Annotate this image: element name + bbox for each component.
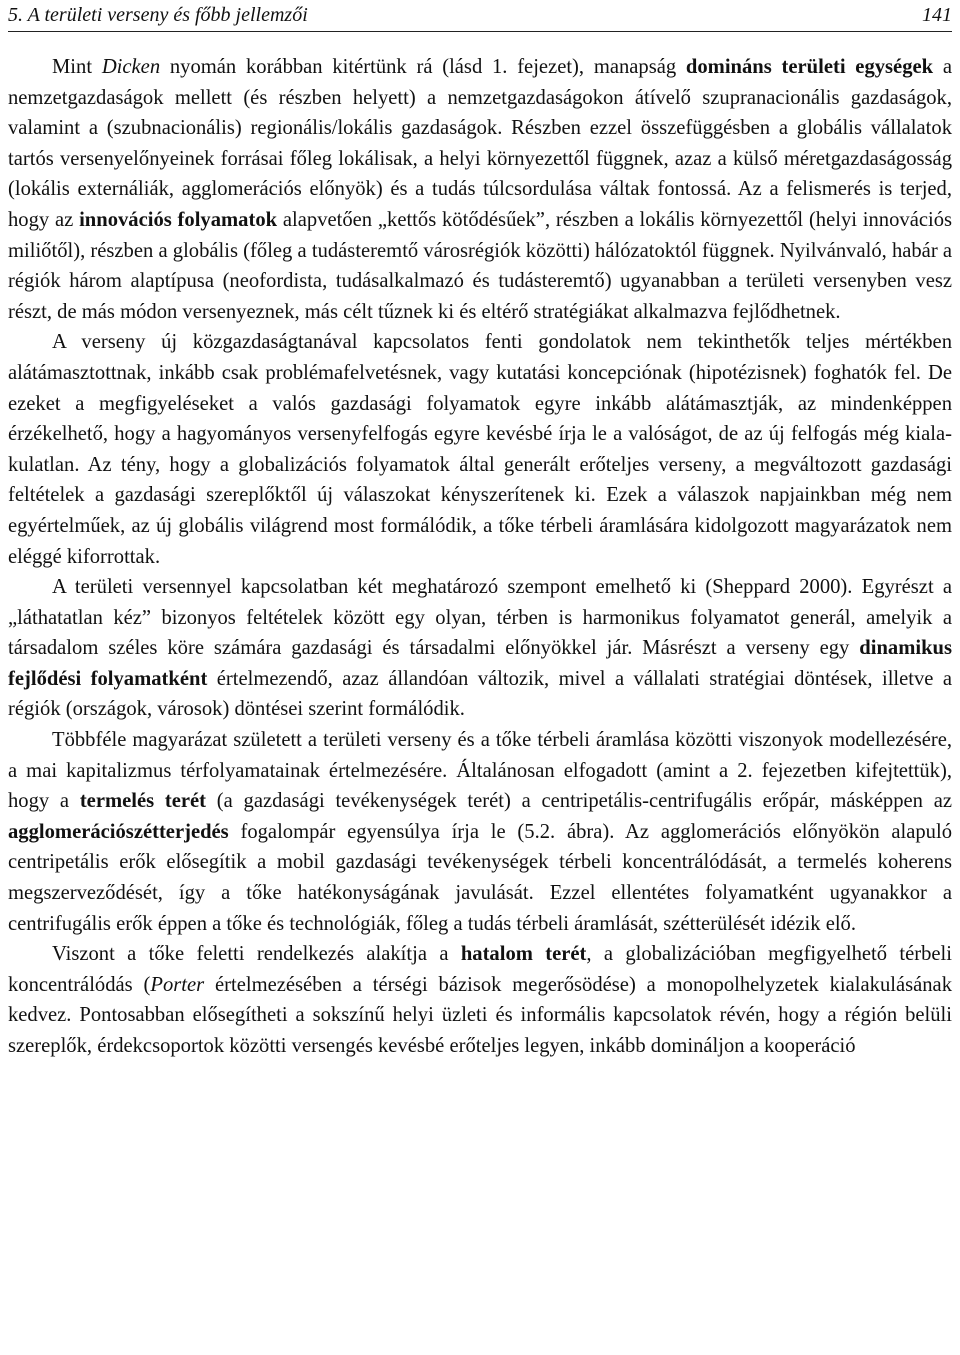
bold-term: agglomerációszétterjedés	[8, 820, 229, 843]
body-text	[8, 52, 952, 1062]
text-run: A verseny új közgazdaságtanával kapcsolatos fenti gondolatok nem tekinthetők teljes mértékben alátámasztottnak, inkább csak problémafelvetésnek, vagy kutatási koncepciónak (hipotézisnek) foghatók fel. De ezeket a megfigyeléseket a valós gazdasági folyamatok egyre inkább alátámasztják, az mindenképpen érzékelhető, hogy a hagyományos versenyfelfogás egyre kevésbé írja le a valóságot, de az új felfogás még kialakulatlan. Az tény, hogy a globalizációs folyamatok által generált erőteljes verseny, a megváltozott gazdasági feltételek a gazdasági szereplőktől új válaszokat kényszerítenek ki. Ezek a válaszok napjainkban még nem egyértelműek, az új globális világrend most formálódik, a tőke térbeli áramlására kidolgozott magyarázatok nem eléggé kiforrottak.	[8, 331, 952, 568]
bold-term: domináns területi egységek	[685, 56, 934, 78]
text-run: értelmezendő, azaz állandóan változik, mivel a vállalati stratégiai döntések, illetve a régiók (országok, városok) döntései szerint formálódik.	[8, 667, 953, 721]
text-run: a nemzetgazdaságok mellett (és részben helyett) a nemzetgazdaságokon átívelő szupranacionális gazdaságok, valamint a (szubnacionális) regionális/lokális gazdaságok. Részben ezzel összefüggésben a globális vállalatok tartós versenyelőnyeinek forrásai főleg lokálisak, a helyi környezettől függnek, azaz a külső méretgazdaságosság (lokális externáliák, agglomerációs előnyök) és a tudás túlcsordulása váltak fontossá. Az a felismerés is terjed, hogy az	[8, 56, 952, 231]
paragraph-5	[8, 939, 952, 1061]
text-run: , a globalizációban megfigyelhető térbeli koncentrálódás (	[8, 943, 953, 996]
paragraph-1	[8, 52, 952, 327]
paragraph-4	[8, 725, 952, 939]
text-run: értelmezésében a térségi bázisok megerősödése) a monopolhelyzetek kialakulásának kedvez. Pontosabban elősegítheti a sokszínű helyi üzleti és informális kapcsolatok révén, hogy a régión belüli szereplők, érdekcsoportok közötti versengés kevésbé erőteljes legyen, inkább domináljon a kooperáció	[8, 973, 952, 1057]
italic-name: Porter	[150, 973, 205, 996]
text-run: fogalompár egyensúlya írja le (5.2. ábra). Az agglomerációs előnyökön alapuló centripetális erők elősegítik a mobil gazdasági tevékenységek térbeli koncentrálódását, a termelés koherens megszerveződését, így a tőke hatékonyságának javulását. Ezzel ellentétes folyamatként ugyanakkor a centrifugális erők éppen a tőke és technológiák, főleg a tudás térbeli áramlását, szétterülését idézik elő.	[8, 820, 952, 935]
text-run: Többféle magyarázat született a területi verseny és a tőke térbeli áramlása közötti viszonyok modellezésére, a mai kapitalizmus térfolyamatainak értelmezésére. Általánosan elfogadott (amint a 2. fejezetben kifejtettük), hogy a	[8, 729, 952, 813]
text-run: alapvetően „kettős kötődésűek”, részben a lokális környezettől (helyi innovációs miliőtől), részben a globális (főleg a tudásteremtő városrégiók közötti) hálózatoktól függnek. Nyilvánvaló, habár a régiók három alaptípusa (neofordista, tudásalkalmazó és tudásteremtő) ugyanabban a területi versenyben vesz részt, de más módon versenyeznek, más célt tűznek ki és eltérő stratégiákat alkalmazva fejlődhetnek.	[8, 208, 953, 323]
running-header	[8, 2, 952, 32]
header-rule	[8, 31, 952, 32]
bold-term: termelés terét	[79, 790, 207, 813]
bold-term: innovációs folyamatok	[79, 208, 278, 231]
bold-term: hatalom terét	[460, 943, 587, 966]
text-run: A területi versennyel kapcsolatban két meghatározó szempont emelhető ki (Sheppard 2000). Egyrészt a „láthatatlan kéz” bizonyos feltételek között egy olyan, térben is harmonikus folyamatot generál, amelyik a társadalom széles köre számára gazdasági és társadalmi előnyökkel jár. Másrészt a verseny egy	[8, 576, 952, 660]
text-run: nyomán korábban kitértünk rá (lásd 1. fejezet), manapság	[160, 56, 686, 78]
bold-term: dinamikus fejlődési folyamatként	[8, 637, 952, 690]
paragraph-2	[8, 327, 952, 572]
header-section-title: 5. A területi verseny és főbb jellemzői	[8, 4, 308, 26]
text-run: Mint	[52, 56, 102, 78]
text-run: (a gazdasági tevékenységek terét) a centripetális-centrifugális erőpár, másképpen az	[206, 790, 952, 813]
page-number: 141	[922, 4, 952, 26]
italic-name: Dicken	[101, 56, 161, 78]
paragraph-3	[8, 572, 952, 725]
text-run: Viszont a tőke feletti rendelkezés alakítja a	[52, 943, 461, 966]
